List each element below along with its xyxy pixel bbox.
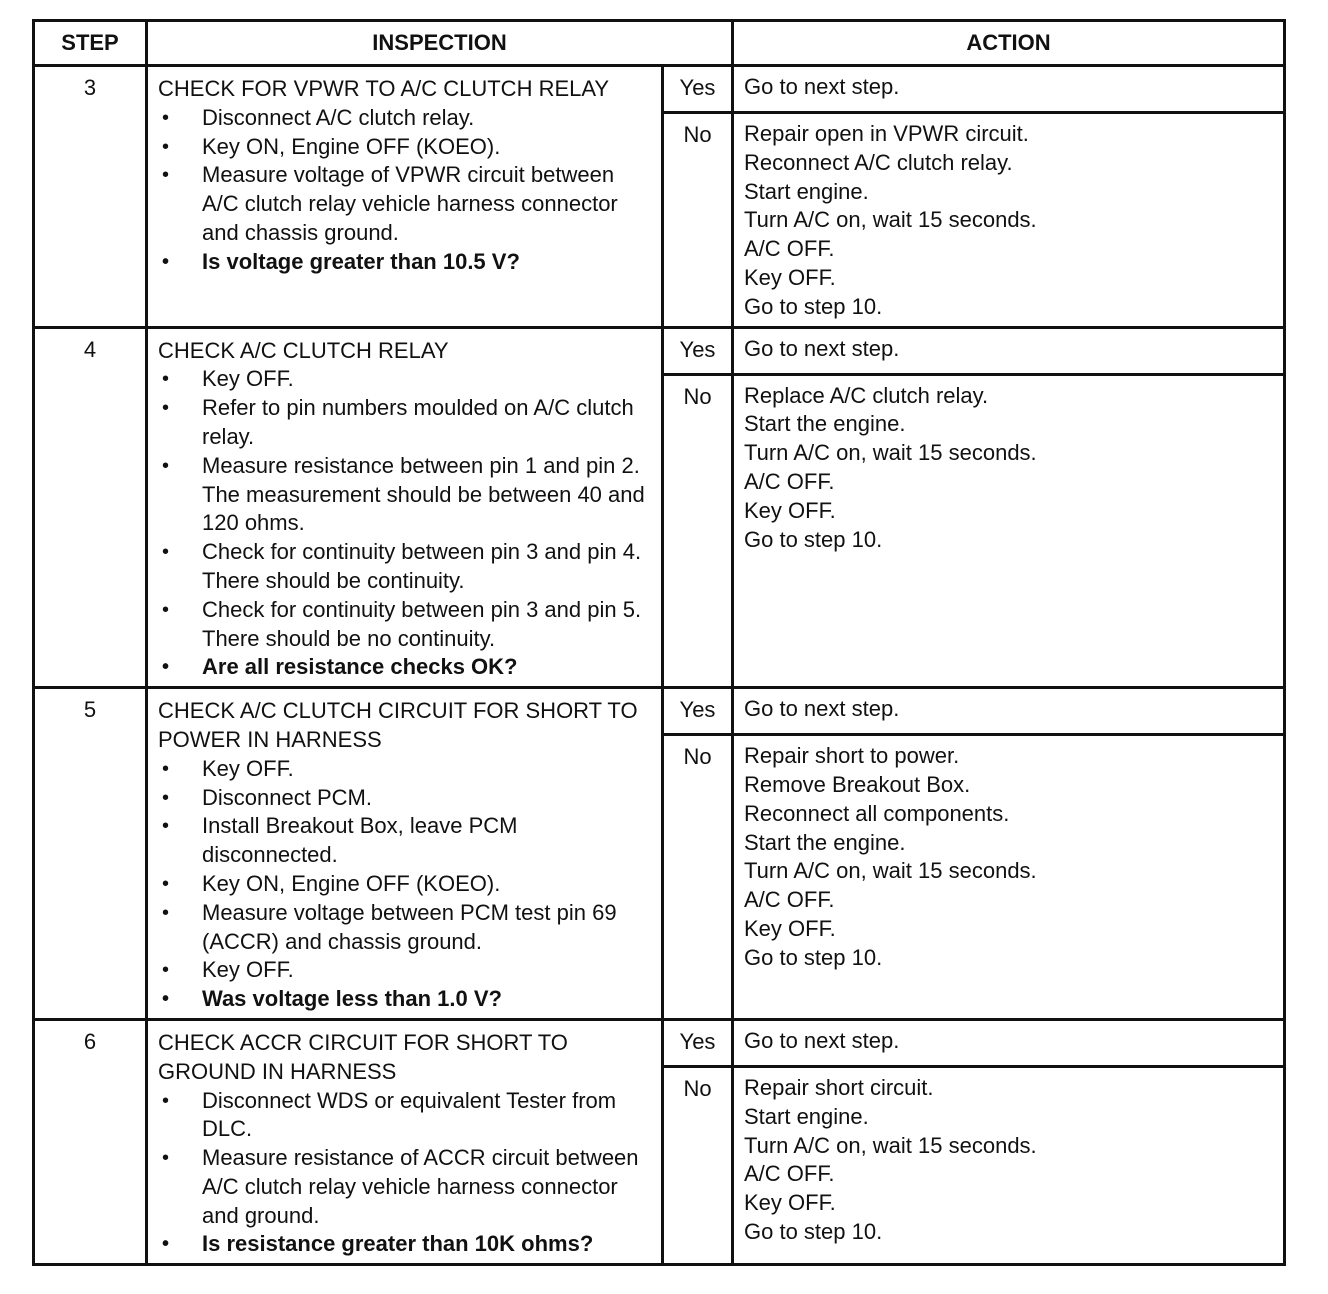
- inspection-bullets: [158, 755, 653, 1014]
- action-line: Key OFF.: [744, 1190, 836, 1216]
- inspection-bullet: • Disconnect PCM.: [158, 784, 653, 813]
- inspection-bullet: • Key OFF.: [158, 365, 653, 394]
- inspection-bullet: • Check for continuity between pin 3 and pin 5. There should be no continuity.: [158, 596, 653, 654]
- yes-action: Go to next step.: [733, 327, 1285, 374]
- action-line: Repair open in VPWR circuit.: [744, 121, 1029, 146]
- action-line: Start the engine.: [744, 829, 906, 855]
- header-inspection: INSPECTION: [147, 21, 733, 66]
- no-label: No: [663, 1066, 733, 1264]
- action-line: Go to step 10.: [744, 526, 883, 552]
- table-body: [34, 66, 1285, 1265]
- inspection-bullets: [158, 1087, 653, 1260]
- inspection-cell: [147, 66, 663, 328]
- table-row: [34, 66, 1285, 113]
- step-number: 6: [34, 1019, 147, 1264]
- inspection-title: CHECK A/C CLUTCH RELAY: [158, 337, 449, 363]
- inspection-question: • Is resistance greater than 10K ohms?: [158, 1230, 653, 1259]
- action-line: Reconnect all components.: [744, 800, 1010, 826]
- action-line: Repair short to power.: [744, 743, 960, 769]
- diagnostic-table: [32, 19, 1286, 1266]
- inspection-bullet: • Install Breakout Box, leave PCM disconnected.: [158, 812, 653, 870]
- yes-action: Go to next step.: [733, 688, 1285, 735]
- yes-label: Yes: [663, 327, 733, 374]
- yes-label: Yes: [663, 66, 733, 113]
- action-line: Key OFF.: [744, 264, 836, 290]
- inspection-cell: [147, 688, 663, 1020]
- action-line: Start engine.: [744, 1103, 869, 1129]
- action-line: Key OFF.: [744, 497, 836, 523]
- no-actions: [733, 735, 1285, 1020]
- action-line: Repair short circuit.: [744, 1074, 934, 1100]
- action-line: Start engine.: [744, 178, 869, 204]
- header-step: STEP: [34, 21, 147, 66]
- action-line: A/C OFF.: [744, 468, 835, 494]
- inspection-question: • Are all resistance checks OK?: [158, 653, 653, 682]
- inspection-question: • Is voltage greater than 10.5 V?: [158, 248, 653, 277]
- action-line: A/C OFF.: [744, 1161, 835, 1187]
- action-line: Turn A/C on, wait 15 seconds.: [744, 1132, 1037, 1158]
- action-line: A/C OFF.: [744, 887, 835, 913]
- table-row: [34, 327, 1285, 374]
- inspection-bullet: • Measure resistance between pin 1 and pin 2. The measurement should be between 40 and 120 ohms.: [158, 452, 653, 538]
- yes-label: Yes: [663, 1019, 733, 1066]
- inspection-bullet: • Disconnect WDS or equivalent Tester from DLC.: [158, 1087, 653, 1145]
- inspection-bullet: • Measure voltage of VPWR circuit between A/C clutch relay vehicle harness connector and chassis ground.: [158, 161, 653, 247]
- action-line: A/C OFF.: [744, 236, 835, 262]
- step-number: 4: [34, 327, 147, 688]
- step-number: 3: [34, 66, 147, 328]
- table-row: [34, 688, 1285, 735]
- inspection-bullet: • Check for continuity between pin 3 and pin 4. There should be continuity.: [158, 538, 653, 596]
- action-line: Remove Breakout Box.: [744, 771, 971, 797]
- inspection-bullets: [158, 365, 653, 682]
- inspection-cell: [147, 1019, 663, 1264]
- inspection-bullets: [158, 104, 653, 277]
- header-row: [34, 21, 1285, 66]
- action-line: Turn A/C on, wait 15 seconds.: [744, 440, 1037, 466]
- action-line: Turn A/C on, wait 15 seconds.: [744, 858, 1037, 884]
- action-line: Go to step 10.: [744, 1218, 883, 1244]
- no-label: No: [663, 113, 733, 328]
- no-label: No: [663, 735, 733, 1020]
- inspection-cell: [147, 327, 663, 688]
- no-actions: [733, 113, 1285, 328]
- inspection-bullet: • Key OFF.: [158, 755, 653, 784]
- table-row: [34, 1019, 1285, 1066]
- action-line: Turn A/C on, wait 15 seconds.: [744, 207, 1037, 233]
- inspection-question: • Was voltage less than 1.0 V?: [158, 985, 653, 1014]
- inspection-title: CHECK FOR VPWR TO A/C CLUTCH RELAY: [158, 76, 610, 101]
- header-action: ACTION: [733, 21, 1285, 66]
- inspection-title: CHECK A/C CLUTCH CIRCUIT FOR SHORT TO POWER IN HARNESS: [158, 698, 638, 752]
- inspection-bullet: • Disconnect A/C clutch relay.: [158, 104, 653, 133]
- action-line: Key OFF.: [744, 915, 836, 941]
- yes-label: Yes: [663, 688, 733, 735]
- inspection-bullet: • Key ON, Engine OFF (KOEO).: [158, 133, 653, 162]
- yes-action: Go to next step.: [733, 66, 1285, 113]
- action-line: Replace A/C clutch relay.: [744, 382, 989, 408]
- inspection-bullet: • Refer to pin numbers moulded on A/C clutch relay.: [158, 394, 653, 452]
- inspection-bullet: • Measure resistance of ACCR circuit between A/C clutch relay vehicle harness connector and ground.: [158, 1144, 653, 1230]
- action-line: Go to step 10.: [744, 944, 883, 970]
- step-number: 5: [34, 688, 147, 1020]
- inspection-title: CHECK ACCR CIRCUIT FOR SHORT TO GROUND IN HARNESS: [158, 1029, 568, 1084]
- no-label: No: [663, 374, 733, 688]
- inspection-bullet: • Key OFF.: [158, 956, 653, 985]
- action-line: Reconnect A/C clutch relay.: [744, 149, 1013, 175]
- yes-action: Go to next step.: [733, 1019, 1285, 1066]
- action-line: Go to step 10.: [744, 293, 883, 319]
- no-actions: [733, 1066, 1285, 1264]
- inspection-bullet: • Measure voltage between PCM test pin 69 (ACCR) and chassis ground.: [158, 899, 653, 957]
- no-actions: [733, 374, 1285, 688]
- inspection-bullet: • Key ON, Engine OFF (KOEO).: [158, 870, 653, 899]
- action-line: Start the engine.: [744, 411, 906, 437]
